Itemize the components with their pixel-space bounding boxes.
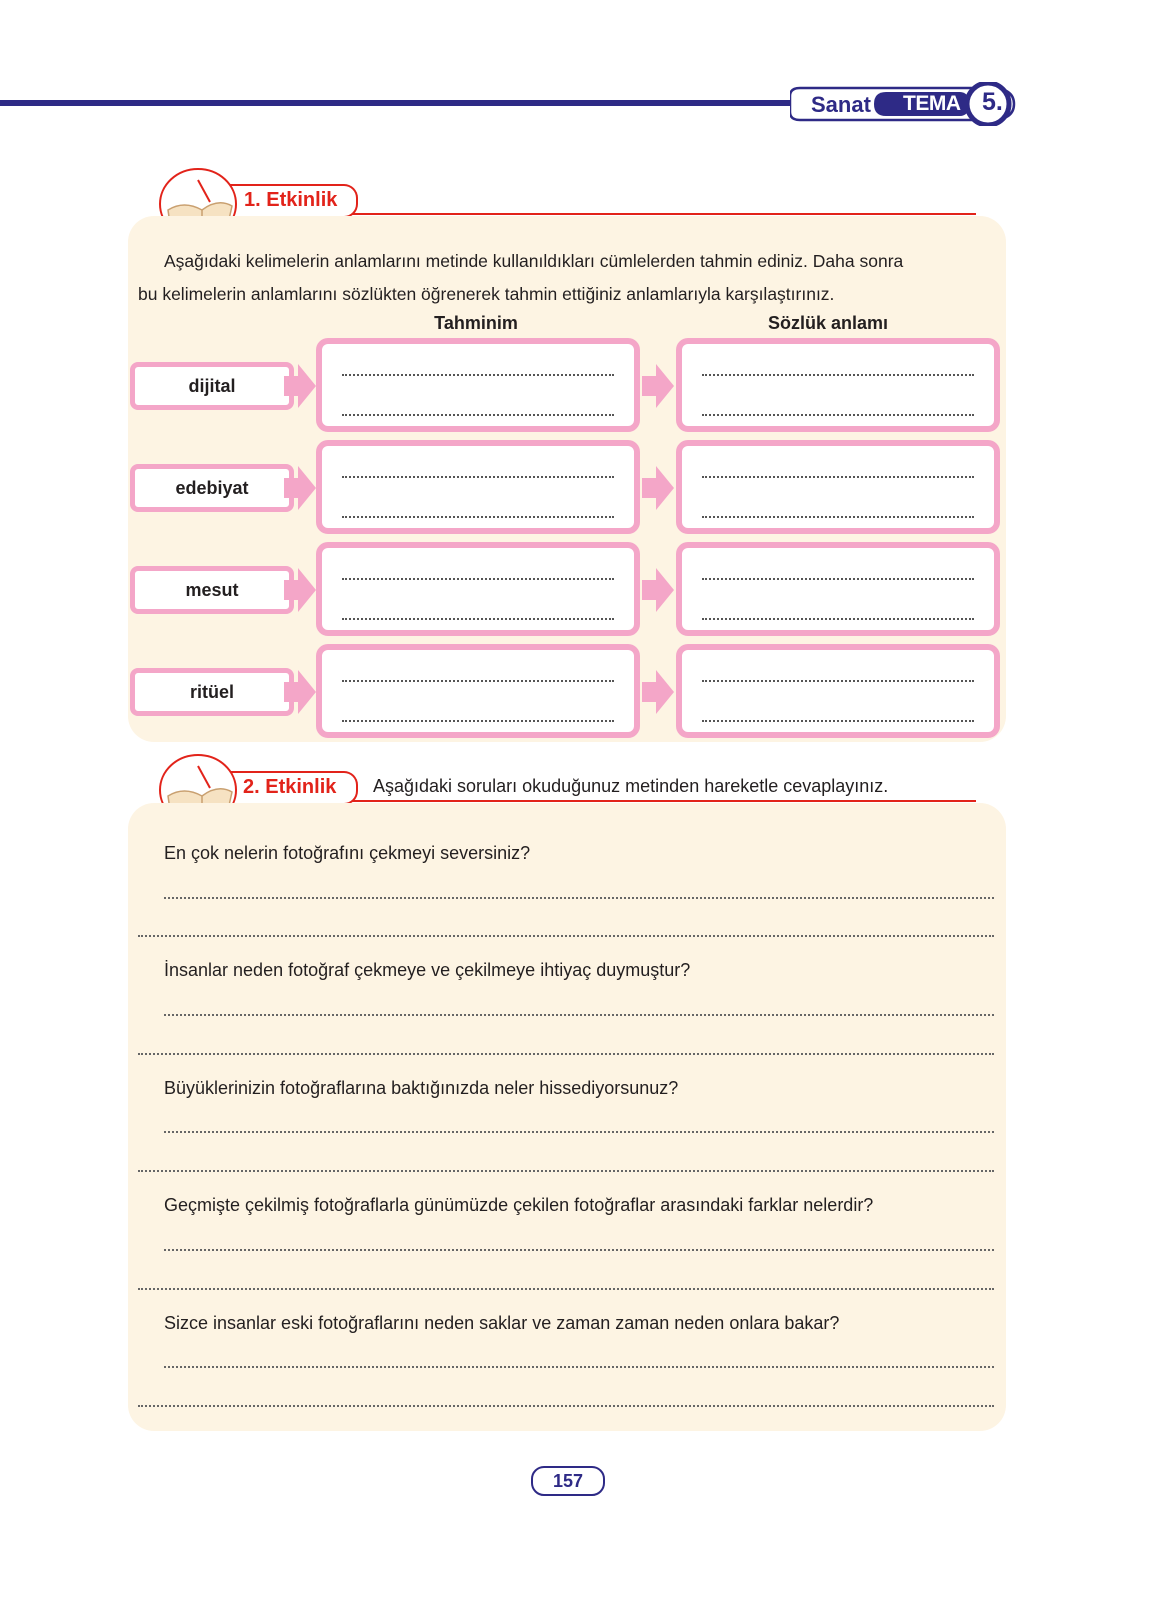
- column-header-dictionary: Sözlük anlamı: [767, 313, 889, 333]
- question-text: İnsanlar neden fotoğraf çekmeye ve çekilmeye ihtiyaç duymuştur?: [164, 960, 691, 980]
- activity1-instruction-line2: bu kelimelerin anlamlarını sözlükten öğrenerek tahmin ettiğiniz anlamlarıyla karşılaştırınız.: [138, 284, 835, 304]
- question-text: Geçmişte çekilmiş fotoğraflarla günümüzde çekilen fotoğraflar arasındaki farklar nelerdir?: [164, 1195, 874, 1215]
- arrow-right-icon: [642, 568, 674, 612]
- answer-line[interactable]: [164, 897, 994, 899]
- activity2-instruction: Aşağıdaki soruları okuduğunuz metinden hareketle cevaplayınız.: [373, 776, 889, 796]
- activity2-title: 2. Etkinlik: [243, 776, 337, 798]
- word-box: [130, 566, 294, 614]
- dictionary-answer-box[interactable]: [676, 338, 1000, 432]
- guess-answer-box[interactable]: [316, 644, 640, 738]
- column-header-guess: Tahminim: [434, 313, 518, 333]
- arrow-right-icon: [284, 568, 316, 612]
- word-label: ritüel: [189, 681, 234, 702]
- arrow-right-icon: [284, 364, 316, 408]
- answer-line[interactable]: [164, 1014, 994, 1016]
- theme-name: Sanat: [811, 92, 871, 117]
- word-label: dijital: [188, 375, 236, 396]
- arrow-right-icon: [284, 466, 316, 510]
- question-text: Büyüklerinizin fotoğraflarına baktığınızda neler hissediyorsunuz?: [164, 1078, 679, 1098]
- answer-line[interactable]: [138, 1288, 994, 1290]
- answer-line[interactable]: [164, 1366, 994, 1368]
- word-box: [130, 668, 294, 716]
- question-text: En çok nelerin fotoğrafını çekmeyi seversiniz?: [164, 843, 531, 863]
- answer-line[interactable]: [164, 1131, 994, 1133]
- dictionary-answer-box[interactable]: [676, 644, 1000, 738]
- theme-number: 5.: [982, 88, 1003, 116]
- word-box: [130, 362, 294, 410]
- dictionary-answer-box[interactable]: [676, 542, 1000, 636]
- activity1-instruction-line1: Aşağıdaki kelimelerin anlamlarını metinde kullanıldıkları cümlelerden tahmin ediniz. Daha sonra: [164, 251, 904, 271]
- answer-line[interactable]: [164, 1249, 994, 1251]
- answer-line[interactable]: [138, 1170, 994, 1172]
- arrow-right-icon: [284, 670, 316, 714]
- question-text: Sizce insanlar eski fotoğraflarını neden saklar ve zaman zaman neden onlara bakar?: [164, 1313, 840, 1333]
- guess-answer-box[interactable]: [316, 542, 640, 636]
- guess-answer-box[interactable]: [316, 338, 640, 432]
- answer-line[interactable]: [138, 935, 994, 937]
- theme-label: TEMA: [903, 92, 961, 115]
- dictionary-answer-box[interactable]: [676, 440, 1000, 534]
- arrow-right-icon: [642, 364, 674, 408]
- answer-line[interactable]: [138, 1405, 994, 1407]
- word-label: mesut: [185, 579, 239, 600]
- answer-line[interactable]: [138, 1053, 994, 1055]
- page-number: 157: [531, 1466, 605, 1496]
- word-box: [130, 464, 294, 512]
- arrow-right-icon: [642, 466, 674, 510]
- arrow-right-icon: [642, 670, 674, 714]
- guess-answer-box[interactable]: [316, 440, 640, 534]
- header-rule: [0, 100, 800, 106]
- activity1-title: 1. Etkinlik: [244, 189, 338, 211]
- word-label: edebiyat: [175, 477, 249, 498]
